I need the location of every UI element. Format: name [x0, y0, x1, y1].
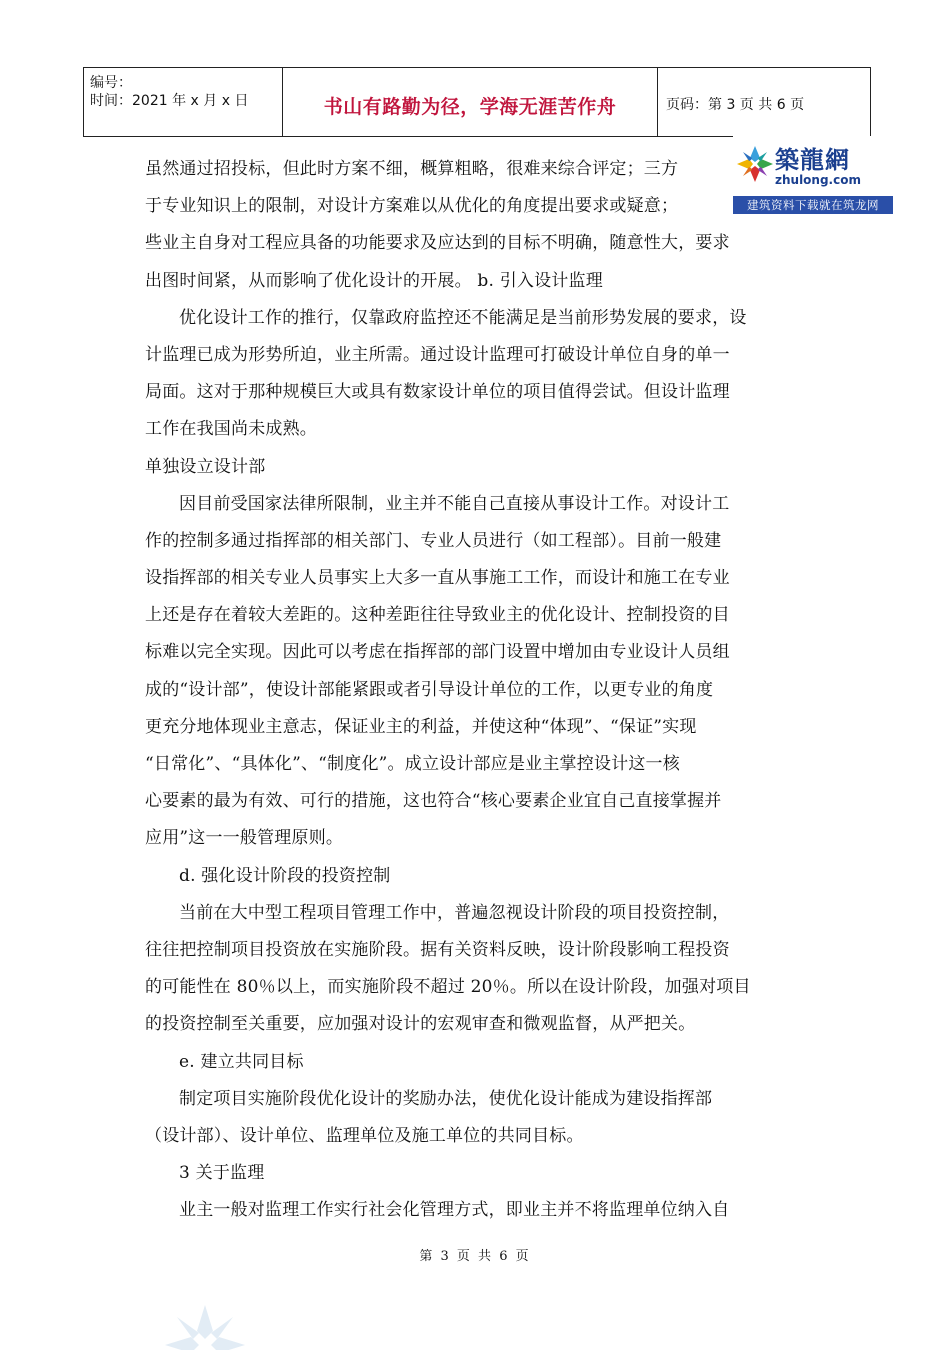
document-body — [145, 151, 810, 1229]
body-text-line: 的投资控制至关重要，应加强对设计的宏观审查和微观监督，从严把关。 — [145, 1014, 696, 1035]
body-text-line: d. 强化设计阶段的投资控制 — [179, 865, 391, 886]
body-text-line: 制定项目实施阶段优化设计的奖励办法，使优化设计能成为建设指挥部 — [179, 1088, 713, 1109]
document-date: 时间：2021 年 x 月 x 日 — [90, 93, 249, 109]
body-text-line: 因目前受国家法律所限制，业主并不能自己直接从事设计工作。对设计工 — [179, 493, 730, 514]
body-text-line: 于专业知识上的限制，对设计方案难以从优化的角度提出要求或疑意； — [145, 196, 679, 217]
logo-brand-text: 築龍網 — [775, 146, 850, 174]
logo-banner: 建筑资料下载就在筑龙网 — [733, 196, 893, 214]
body-text-line: 3 关于监理 — [179, 1163, 265, 1184]
watermark-snowflake-icon — [150, 1290, 260, 1350]
logo-url-text: zhulong.com — [775, 173, 861, 187]
body-text-line: 当前在大中型工程项目管理工作中，普遍忽视设计阶段的项目投资控制， — [179, 902, 730, 923]
body-text-line: 些业主自身对工程应具备的功能要求及应达到的目标不明确，随意性大，要求 — [145, 233, 730, 254]
body-text-line: 设指挥部的相关专业人员事实上大多一直从事施工工作，而设计和施工在专业 — [145, 568, 730, 589]
body-text-line: 业主一般对监理工作实行社会化管理方式，即业主并不将监理单位纳入自 — [179, 1200, 730, 1221]
body-text-line: “日常化”、“具体化”、“制度化”。成立设计部应是业主掌控设计这一核 — [145, 754, 680, 774]
body-text-line: 单独设立设计部 — [145, 456, 266, 477]
header-page-info: 页码：第 3 页 共 6 页 — [666, 97, 805, 113]
body-text-line: （设计部）、设计单位、监理单位及施工单位的共同目标。 — [145, 1125, 584, 1146]
body-text-line: 作的控制多通过指挥部的相关部门、专业人员进行（如工程部）。目前一般建 — [145, 530, 722, 551]
body-text-line: 的可能性在 80％以上，而实施阶段不超过 20％。所以在设计阶段，加强对项目 — [145, 977, 751, 998]
header-motto-cell — [283, 68, 658, 136]
body-text-line: 往往把控制项目投资放在实施阶段。据有关资料反映，设计阶段影响工程投资 — [145, 939, 730, 960]
body-text-line: 标难以完全实现。因此可以考虑在指挥部的部门设置中增加由专业设计人员组 — [145, 642, 730, 663]
body-text-line: 更充分地体现业主意志，保证业主的利益，并使这种“体现”、“保证”实现 — [145, 716, 697, 737]
header-page-cell — [658, 68, 870, 136]
document-number-label: 编号： — [90, 75, 132, 91]
body-text-line: 出图时间紧，从而影响了优化设计的开展。 b. 引入设计监理 — [145, 270, 603, 291]
body-text-line: 应用”这一一般管理原则。 — [145, 828, 344, 849]
body-text-line: 工作在我国尚未成熟。 — [145, 419, 317, 440]
header-meta-cell — [84, 68, 283, 136]
document-header — [83, 67, 871, 137]
body-text-line: 优化设计工作的推行，仅靠政府监控还不能满足是当前形势发展的要求，设 — [179, 307, 747, 328]
body-text-line: 计监理已成为形势所迫，业主所需。通过设计监理可打破设计单位自身的单一 — [145, 344, 730, 365]
body-text-line: e. 建立共同目标 — [179, 1051, 304, 1072]
body-text-line: 心要素的最为有效、可行的措施，这也符合“核心要素企业宜自己直接掌握并 — [145, 791, 722, 812]
page-footer: 第 3 页 共 6 页 — [419, 1249, 531, 1264]
header-motto: 书山有路勤为径，学海无涯苦作舟 — [323, 96, 617, 118]
body-text-line: 虽然通过招投标，但此时方案不细，概算粗略，很难来综合评定；三方 — [145, 159, 679, 179]
body-text-line: 局面。这对于那种规模巨大或具有数家设计单位的项目值得尝试。但设计监理 — [145, 382, 730, 403]
body-text-line: 上还是存在着较大差距的。这种差距往往导致业主的优化设计、控制投资的目 — [145, 605, 730, 626]
body-text-line: 成的“设计部”，使设计部能紧跟或者引导设计单位的工作，以更专业的角度 — [145, 679, 714, 700]
